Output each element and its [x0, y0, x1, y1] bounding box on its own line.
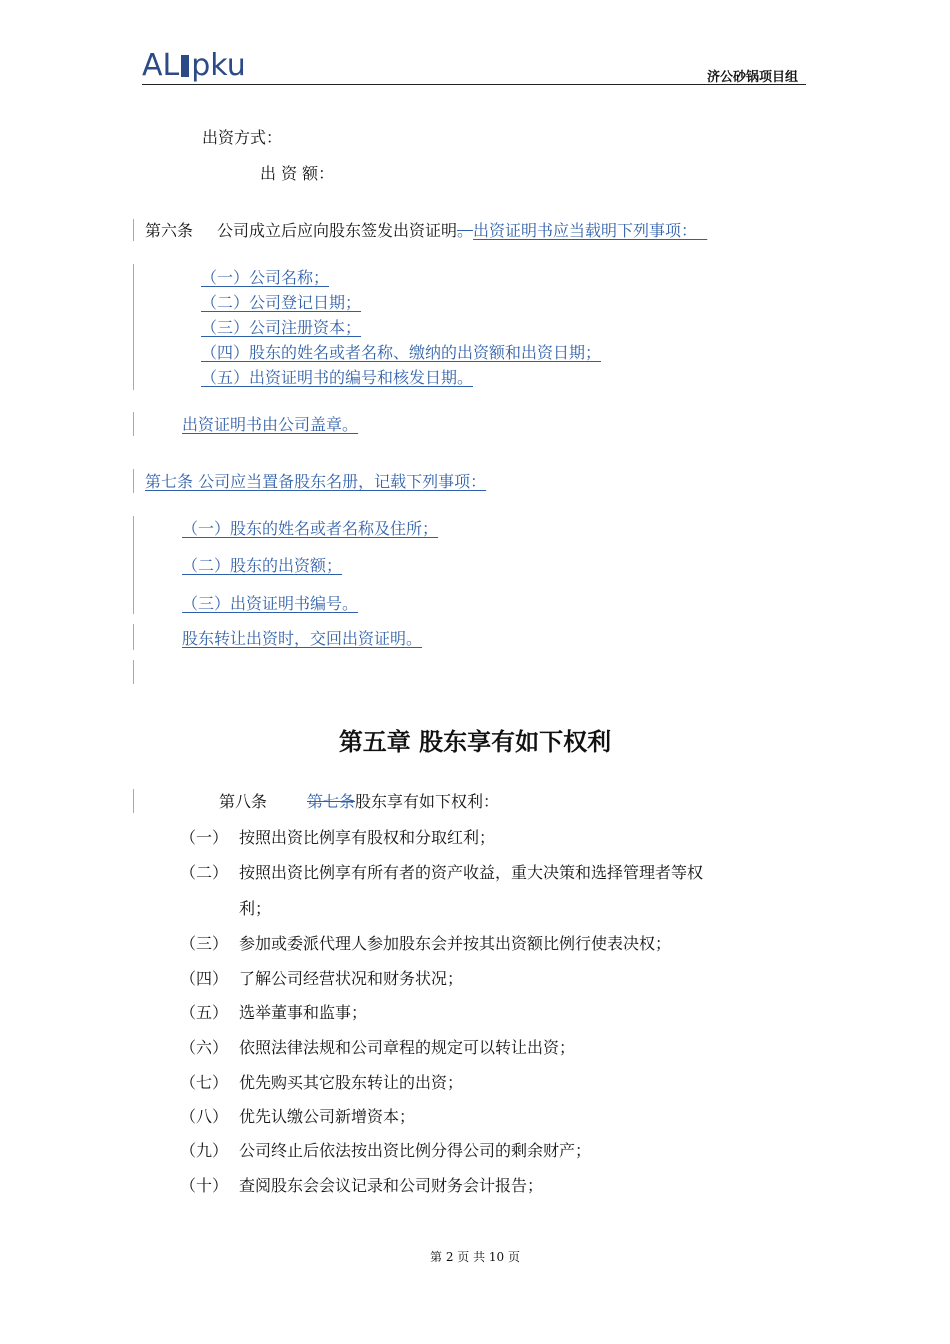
right-item-text: 参加或委派代理人参加股东会并按其出资额比例行使表决权； [239, 934, 672, 953]
right-item-num: （二） [180, 863, 229, 882]
article-8 [219, 792, 499, 812]
company-logo [142, 50, 246, 82]
revision-bar [133, 219, 134, 241]
chapter-5-title: 第五章 股东享有如下权利 [338, 728, 612, 756]
right-item-num: （五） [180, 1003, 229, 1022]
article-8-deleted: 第七条 [307, 792, 356, 811]
article-6-item: （五）出资证明书的编号和核发日期。 [201, 368, 474, 387]
article-7-item: （二）股东的出资额； [182, 556, 343, 575]
article-7-item: （一）股东的姓名或者名称及住所； [182, 519, 439, 538]
revision-bar [133, 660, 134, 684]
right-item-text: 选举董事和监事； [239, 1003, 368, 1022]
right-item-text: 依照法律法规和公司章程的规定可以转让出资； [239, 1038, 576, 1057]
right-item-text: 优先购买其它股东转让的出资； [239, 1073, 464, 1092]
right-item-text: 优先认缴公司新增资本； [239, 1107, 416, 1126]
right-item-num: （九） [180, 1141, 229, 1160]
right-item-text: 按照出资比例享有所有者的资产收益，重大决策和选择管理者等权 [239, 863, 704, 882]
right-item-text: 公司终止后依法按出资比例分得公司的剩余财产； [239, 1141, 592, 1160]
right-item-text-cont: 利； [239, 899, 272, 918]
article-6-text: 公司成立后应向股东签发出资证明 [217, 221, 458, 240]
right-item-text: 按照出资比例享有股权和分取红利； [239, 828, 496, 847]
article-7-transfer-note: 股东转让出资时，交回出资证明。 [182, 629, 423, 648]
article-8-prefix: 第八条 [219, 792, 268, 811]
header-divider [142, 84, 806, 85]
right-item-num: （四） [180, 969, 229, 988]
revision-bar [133, 264, 134, 390]
revision-bar [133, 624, 134, 650]
article-6-seal-note: 出资证明书由公司盖章。 [182, 415, 359, 434]
contribution-amount-label: 出 资 额： [260, 164, 335, 183]
article-6-item: （三）公司注册资本； [201, 318, 362, 337]
right-item-num: （一） [180, 828, 229, 847]
right-item-num: （六） [180, 1038, 229, 1057]
contribution-method-label: 出资方式： [202, 128, 283, 147]
revision-bar [133, 412, 134, 436]
right-item-text: 查阅股东会会议记录和公司财务会计报告； [239, 1176, 544, 1195]
article-6-prefix: 第六条 [145, 221, 194, 240]
logo-text-right: pku [191, 48, 246, 83]
article-6-item: （四）股东的姓名或者名称、缴纳的出资额和出资日期； [201, 343, 602, 362]
article-6-item: （二）公司登记日期； [201, 293, 362, 312]
right-item-num: （三） [180, 934, 229, 953]
right-item-num: （十） [180, 1176, 229, 1195]
logo-text-left: AL [142, 48, 180, 83]
revision-bar [133, 516, 134, 614]
article-7-heading: 第七条 公司应当置备股东名册，记载下列事项： [145, 472, 487, 491]
revision-bar [133, 469, 134, 493]
article-6-deleted: 。 [457, 221, 474, 240]
article-8-text: 股东享有如下权利： [355, 792, 500, 811]
revision-bar [133, 789, 134, 813]
article-6-item: （一）公司名称； [201, 268, 330, 287]
right-item-text: 了解公司经营状况和财务状况； [239, 969, 464, 988]
logo-mark-icon [181, 55, 189, 77]
right-item-num: （八） [180, 1107, 229, 1126]
right-item-num: （七） [180, 1073, 229, 1092]
page-number: 第 2 页 共 10 页 [430, 1250, 520, 1264]
article-6-inserted: 出资证明书应当载明下列事项： [473, 221, 698, 240]
header-project-name: 济公砂锅项目组 [707, 70, 799, 85]
article-6 [145, 221, 707, 241]
article-7-item: （三）出资证明书编号。 [182, 594, 359, 613]
